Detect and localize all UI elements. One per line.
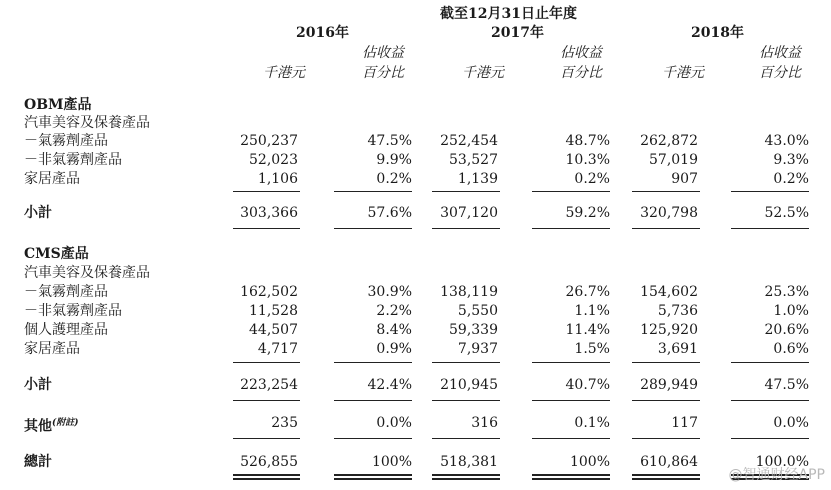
value-2017-pct: 0.1% xyxy=(574,415,610,431)
rule xyxy=(632,362,700,363)
value-2016-pct: 47.5% xyxy=(367,133,412,149)
others-note: (附註) xyxy=(52,418,79,428)
period-header: 截至12月31日止年度 xyxy=(440,6,577,22)
rule xyxy=(731,191,809,192)
double-rule xyxy=(532,478,610,480)
rule xyxy=(632,191,700,192)
rule xyxy=(632,400,700,401)
row-label: 小計 xyxy=(24,205,52,221)
value-2018-amount: 289,949 xyxy=(640,377,698,393)
value-2016-pct: 2.2% xyxy=(376,303,412,319)
pct-header-2017-l2: 百分比 xyxy=(560,65,602,81)
value-2018-pct: 52.5% xyxy=(764,205,809,221)
rule xyxy=(432,438,500,439)
rule xyxy=(334,362,412,363)
double-rule xyxy=(432,478,500,480)
rule xyxy=(432,400,500,401)
value-2016-amount: 162,502 xyxy=(240,284,298,300)
rule xyxy=(532,228,610,229)
double-rule xyxy=(432,474,500,476)
rule xyxy=(334,191,412,192)
value-2017-pct: 100% xyxy=(569,454,610,470)
value-2016-amount: 11,528 xyxy=(249,303,298,319)
value-2017-amount: 518,381 xyxy=(440,454,498,470)
rule xyxy=(731,228,809,229)
value-2018-amount: 117 xyxy=(671,415,698,431)
obm-car-care-label: 汽車美容及保養產品 xyxy=(24,115,150,131)
value-2017-pct: 26.7% xyxy=(565,284,610,300)
value-2017-pct: 11.4% xyxy=(565,322,610,338)
value-2016-amount: 250,237 xyxy=(240,133,298,149)
value-2018-amount: 320,798 xyxy=(640,205,698,221)
row-label: 家居產品 xyxy=(24,341,80,357)
value-2017-pct: 59.2% xyxy=(565,205,610,221)
year-2017: 2017年 xyxy=(491,25,544,41)
value-2016-amount: 303,366 xyxy=(240,205,298,221)
value-2016-amount: 1,106 xyxy=(257,171,298,187)
rule xyxy=(731,438,809,439)
value-2016-amount: 235 xyxy=(271,415,298,431)
value-2016-pct: 0.2% xyxy=(376,171,412,187)
value-2017-pct: 48.7% xyxy=(565,133,610,149)
rule xyxy=(731,362,809,363)
double-rule xyxy=(632,478,700,480)
rule xyxy=(334,228,412,229)
cms-section-title: CMS產品 xyxy=(24,246,89,262)
value-2017-amount: 5,550 xyxy=(457,303,498,319)
value-2017-pct: 1.5% xyxy=(574,341,610,357)
value-2018-pct: 43.0% xyxy=(764,133,809,149)
value-2016-amount: 4,717 xyxy=(257,341,298,357)
value-2017-amount: 307,120 xyxy=(440,205,498,221)
value-2017-amount: 7,937 xyxy=(457,341,498,357)
amount-header-2017: 千港元 xyxy=(462,65,504,81)
value-2016-pct: 0.9% xyxy=(376,341,412,357)
rule xyxy=(233,400,300,401)
value-2017-pct: 40.7% xyxy=(565,377,610,393)
double-rule xyxy=(233,478,300,480)
value-2017-amount: 210,945 xyxy=(440,377,498,393)
value-2016-amount: 52,023 xyxy=(249,152,298,168)
row-label xyxy=(24,414,79,436)
obm-section-title: OBM產品 xyxy=(24,97,92,113)
amount-header-2018: 千港元 xyxy=(662,65,704,81)
value-2016-pct: 0.0% xyxy=(376,415,412,431)
rule xyxy=(532,438,610,439)
rule xyxy=(532,362,610,363)
value-2016-pct: 8.4% xyxy=(376,322,412,338)
row-label: 小計 xyxy=(24,377,52,393)
rule xyxy=(432,191,500,192)
value-2018-amount: 5,736 xyxy=(657,303,698,319)
value-2018-pct: 0.6% xyxy=(773,341,809,357)
value-2018-pct: 20.6% xyxy=(764,322,809,338)
double-rule xyxy=(334,478,412,480)
value-2016-pct: 57.6% xyxy=(367,205,412,221)
year-2016: 2016年 xyxy=(296,25,349,41)
value-2017-amount: 316 xyxy=(471,415,498,431)
row-label: 家居產品 xyxy=(24,171,80,187)
rule xyxy=(532,191,610,192)
value-2017-amount: 1,139 xyxy=(457,171,498,187)
value-2016-pct: 9.9% xyxy=(376,152,412,168)
double-rule xyxy=(334,474,412,476)
rule xyxy=(233,438,300,439)
rule xyxy=(632,438,700,439)
value-2017-amount: 138,119 xyxy=(440,284,498,300)
row-label: －非氣霧劑產品 xyxy=(24,303,122,319)
row-label: －氣霧劑產品 xyxy=(24,133,108,149)
double-rule xyxy=(532,474,610,476)
rule xyxy=(632,228,700,229)
row-label: 總計 xyxy=(24,454,52,470)
cms-car-care-label: 汽車美容及保養產品 xyxy=(24,265,150,281)
rule xyxy=(432,228,500,229)
others-label: 其他 xyxy=(24,418,52,435)
value-2016-pct: 100% xyxy=(371,454,412,470)
value-2016-pct: 30.9% xyxy=(367,284,412,300)
amount-header-2016: 千港元 xyxy=(263,65,305,81)
value-2018-amount: 57,019 xyxy=(649,152,698,168)
value-2018-pct: 0.2% xyxy=(773,171,809,187)
rule xyxy=(334,438,412,439)
value-2016-pct: 42.4% xyxy=(367,377,412,393)
row-label: －氣霧劑產品 xyxy=(24,284,108,300)
rule xyxy=(334,400,412,401)
value-2018-pct: 0.0% xyxy=(773,415,809,431)
value-2018-amount: 125,920 xyxy=(640,322,698,338)
rule xyxy=(233,191,300,192)
value-2016-amount: 44,507 xyxy=(249,322,298,338)
rule xyxy=(432,362,500,363)
value-2018-pct: 25.3% xyxy=(764,284,809,300)
value-2018-pct: 1.0% xyxy=(773,303,809,319)
row-label: 個人護理產品 xyxy=(24,322,108,338)
value-2016-amount: 223,254 xyxy=(240,377,298,393)
pct-header-2018-l1: 佔收益 xyxy=(759,45,801,61)
value-2018-amount: 610,864 xyxy=(640,454,698,470)
value-2017-amount: 59,339 xyxy=(449,322,498,338)
value-2017-amount: 252,454 xyxy=(440,133,498,149)
value-2017-pct: 0.2% xyxy=(574,171,610,187)
value-2017-pct: 10.3% xyxy=(565,152,610,168)
pct-header-2016-l1: 佔收益 xyxy=(362,45,404,61)
value-2018-amount: 3,691 xyxy=(657,341,698,357)
watermark: @智通财经APP xyxy=(728,467,825,483)
rule xyxy=(233,228,300,229)
row-label: －非氣霧劑產品 xyxy=(24,152,122,168)
value-2016-amount: 526,855 xyxy=(240,454,298,470)
pct-header-2018-l2: 百分比 xyxy=(759,65,801,81)
year-2018: 2018年 xyxy=(691,25,744,41)
value-2018-pct: 47.5% xyxy=(764,377,809,393)
rule xyxy=(532,400,610,401)
value-2018-pct: 9.3% xyxy=(773,152,809,168)
value-2018-amount: 262,872 xyxy=(640,133,698,149)
value-2017-pct: 1.1% xyxy=(574,303,610,319)
rule xyxy=(731,400,809,401)
rule xyxy=(233,362,300,363)
value-2018-amount: 154,602 xyxy=(640,284,698,300)
value-2018-amount: 907 xyxy=(671,171,698,187)
pct-header-2017-l1: 佔收益 xyxy=(560,45,602,61)
value-2018-pct: 100.0% xyxy=(755,454,809,470)
double-rule xyxy=(632,474,700,476)
value-2017-amount: 53,527 xyxy=(449,152,498,168)
pct-header-2016-l2: 百分比 xyxy=(362,65,404,81)
double-rule xyxy=(233,474,300,476)
